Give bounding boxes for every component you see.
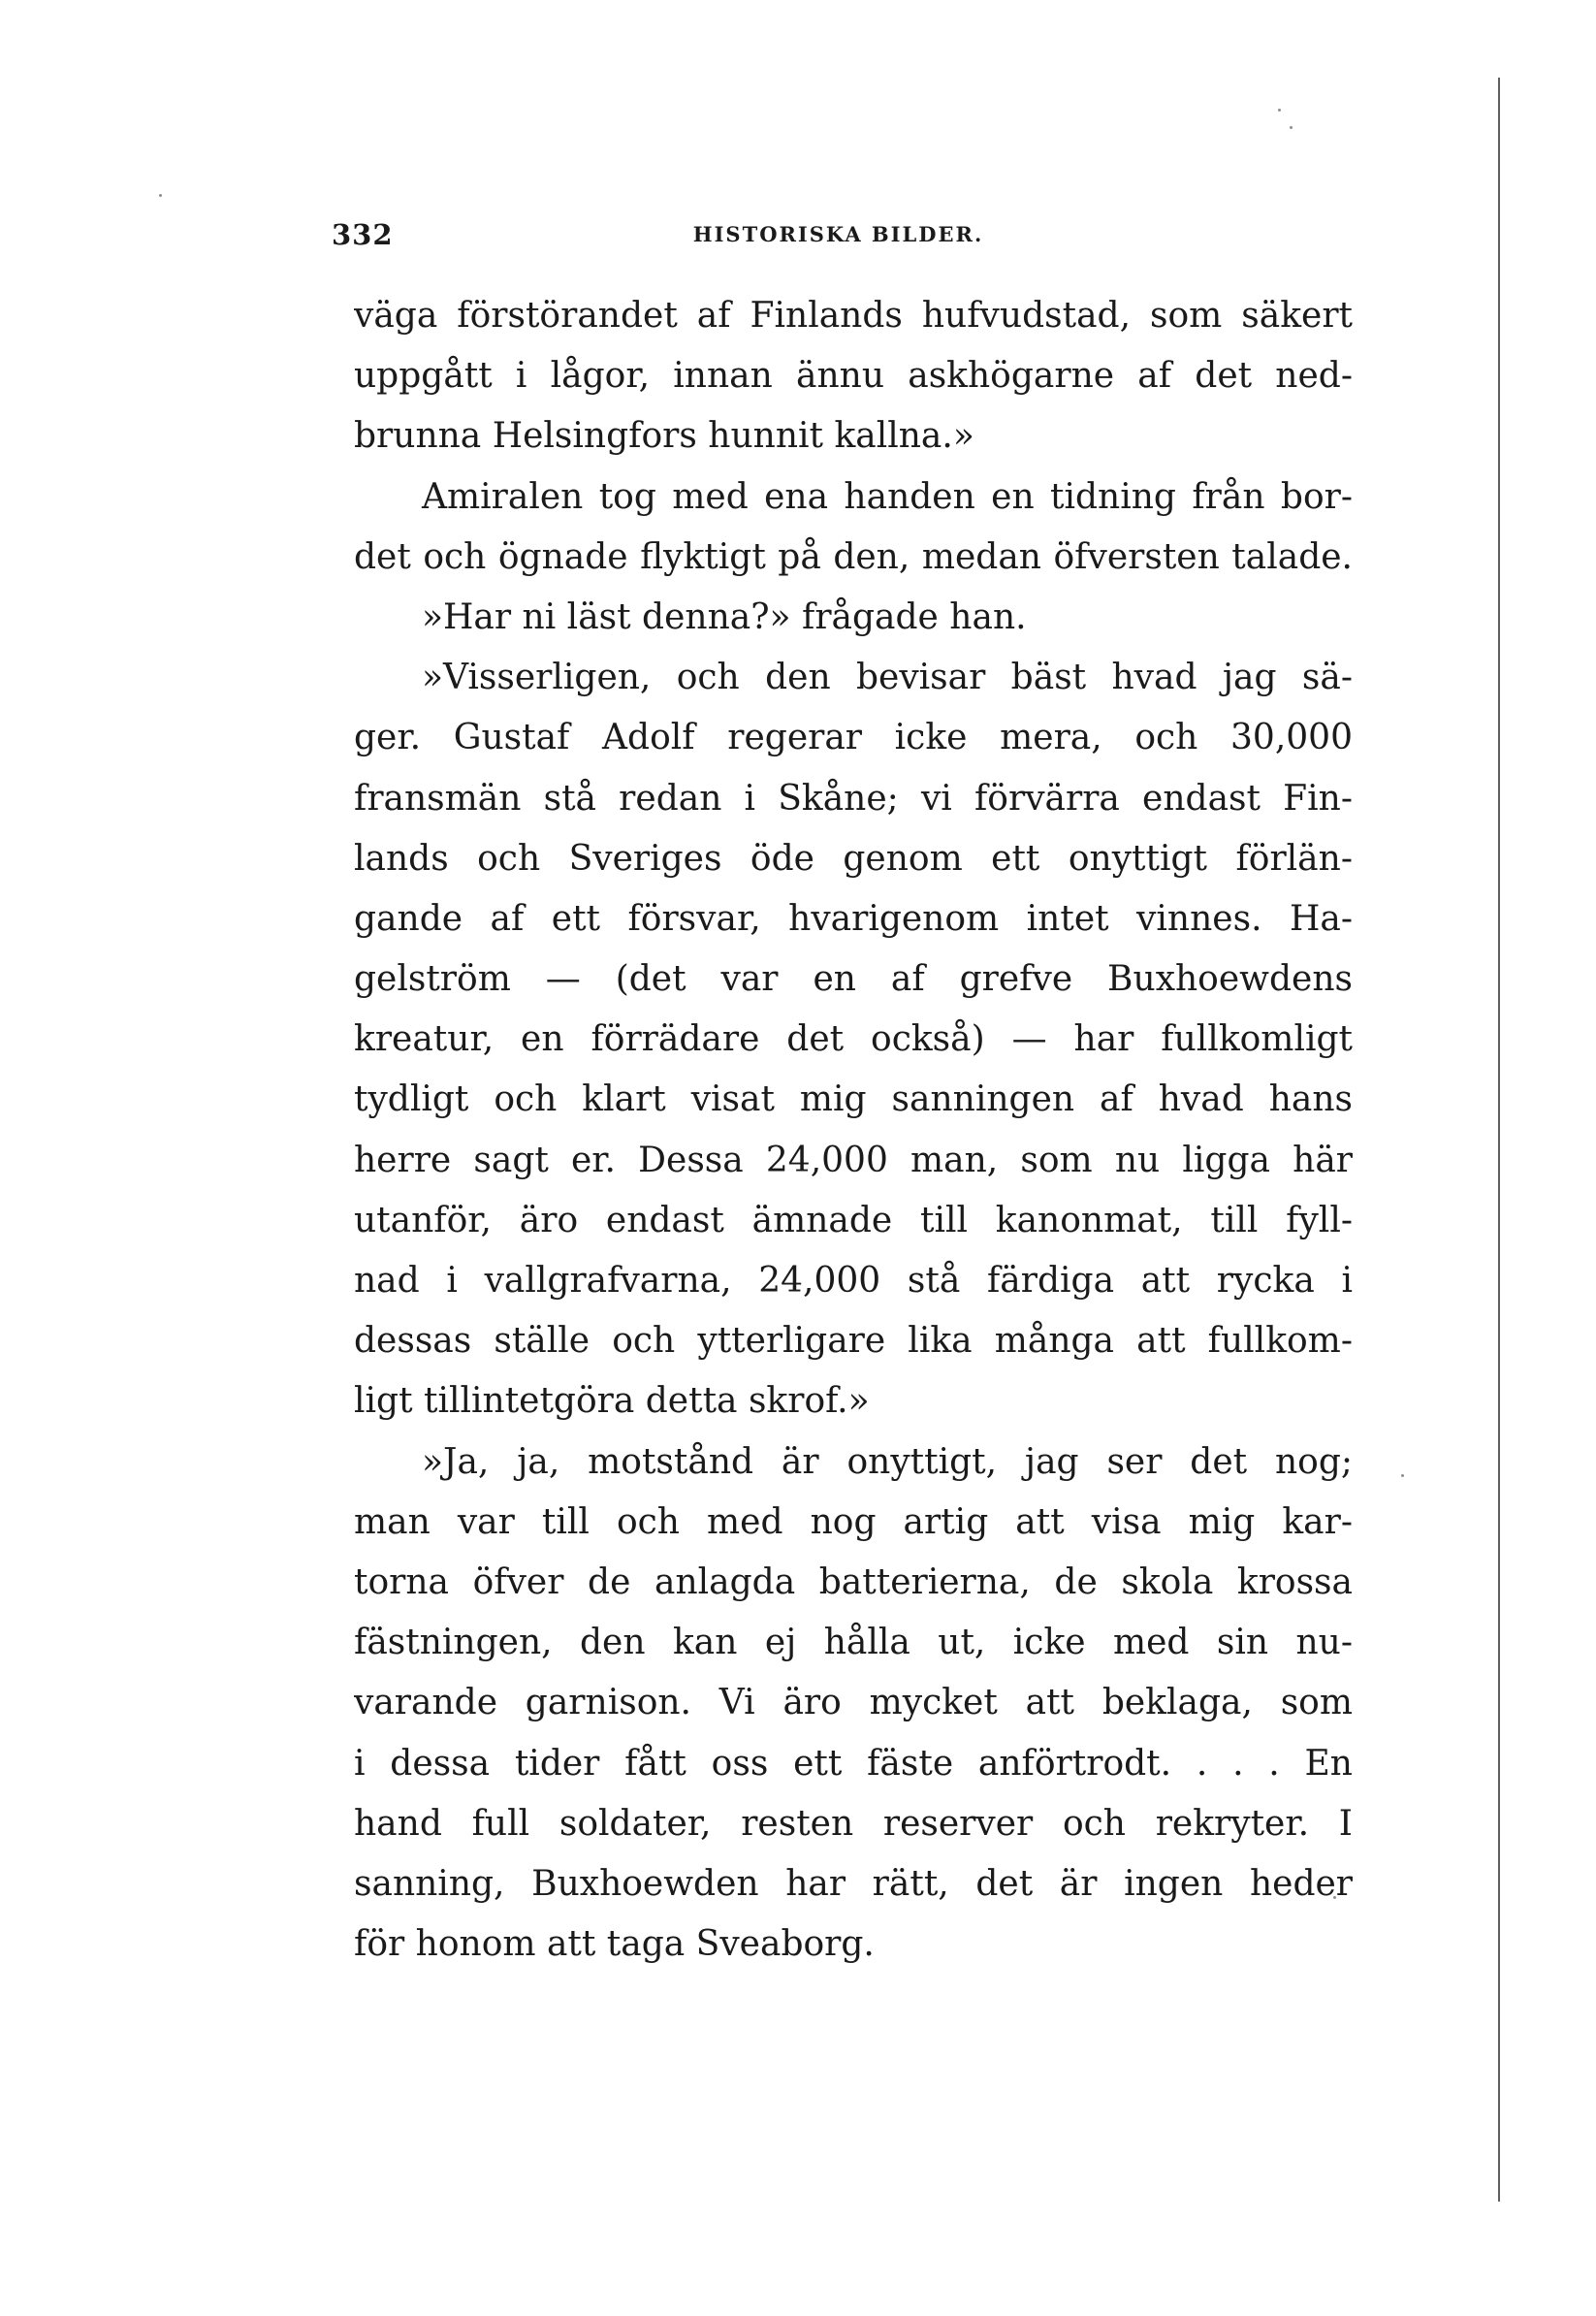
text-line: hand full soldater, resten reserver och rekryter. I (354, 1803, 1353, 1844)
text-line: »Har ni läst denna?» frågade han. (422, 596, 1027, 637)
page-header (332, 218, 1345, 257)
body-text (354, 286, 1353, 1975)
text-line: gande af ett försvar, hvarigenom intet vinnes. Ha- (354, 898, 1353, 939)
text-line: dessas ställe och ytterligare lika många att fullkom- (354, 1321, 1353, 1362)
text-line: väga förstörandet af Finlands hufvudstad, som säkert (354, 296, 1353, 336)
print-speck (1278, 109, 1281, 112)
text-line: utanför, äro endast ämnade till kanonmat, till fyll- (354, 1200, 1353, 1240)
text-line: tydligt och klart visat mig sanningen af hvad hans (354, 1079, 1353, 1120)
print-speck (159, 194, 162, 197)
print-speck (1401, 1474, 1404, 1477)
text-line: kreatur, en förrädare det också) — har fullkomligt (354, 1019, 1353, 1060)
text-line: sanning, Buxhoewden har rätt, det är ingen heder (354, 1863, 1353, 1904)
text-line: herre sagt er. Dessa 24,000 man, som nu ligga här (354, 1140, 1353, 1180)
text-line: fästningen, den kan ej hålla ut, icke med sin nu- (354, 1623, 1353, 1663)
text-line: Amiralen tog med ena handen en tidning från bor- (422, 476, 1353, 517)
page-number: 332 (332, 218, 394, 251)
text-line: man var till och med nog artig att visa mig kar- (354, 1501, 1353, 1542)
text-line: i dessa tider fått oss ett fäste anförtrodt. . . . En (354, 1743, 1353, 1784)
text-line: ger. Gustaf Adolf regerar icke mera, och 30,000 (354, 718, 1353, 758)
running-title: HISTORISKA BILDER. (692, 222, 984, 246)
text-line: för honom att taga Sveaborg. (354, 1924, 875, 1965)
text-line: det och ögnade flyktigt på den, medan öfversten talade. (354, 536, 1353, 577)
text-line: fransmän stå redan i Skåne; vi förvärra endast Fin- (354, 778, 1353, 819)
print-speck (1290, 126, 1293, 129)
text-line: varande garnison. Vi äro mycket att beklaga, som (354, 1683, 1353, 1723)
page-edge-line (1498, 78, 1500, 2202)
text-line: brunna Helsingfors hunnit kallna.» (354, 416, 974, 457)
text-line: »Visserligen, och den bevisar bäst hvad jag sä- (422, 658, 1353, 698)
text-line: »Ja, ja, motstånd är onyttigt, jag ser det nog; (422, 1441, 1353, 1482)
text-line: lands och Sveriges öde genom ett onyttigt förlän- (354, 838, 1353, 879)
text-line: uppgått i lågor, innan ännu askhögarne af det ned- (354, 356, 1353, 397)
text-line: gelström — (det var en af grefve Buxhoewdens (354, 959, 1353, 1000)
text-line: ligt tillintetgöra detta skrof.» (354, 1381, 870, 1422)
text-line: nad i vallgrafvarna, 24,000 stå färdiga att rycka i (354, 1261, 1353, 1301)
text-line: torna öfver de anlagda batterierna, de skola krossa (354, 1561, 1353, 1602)
